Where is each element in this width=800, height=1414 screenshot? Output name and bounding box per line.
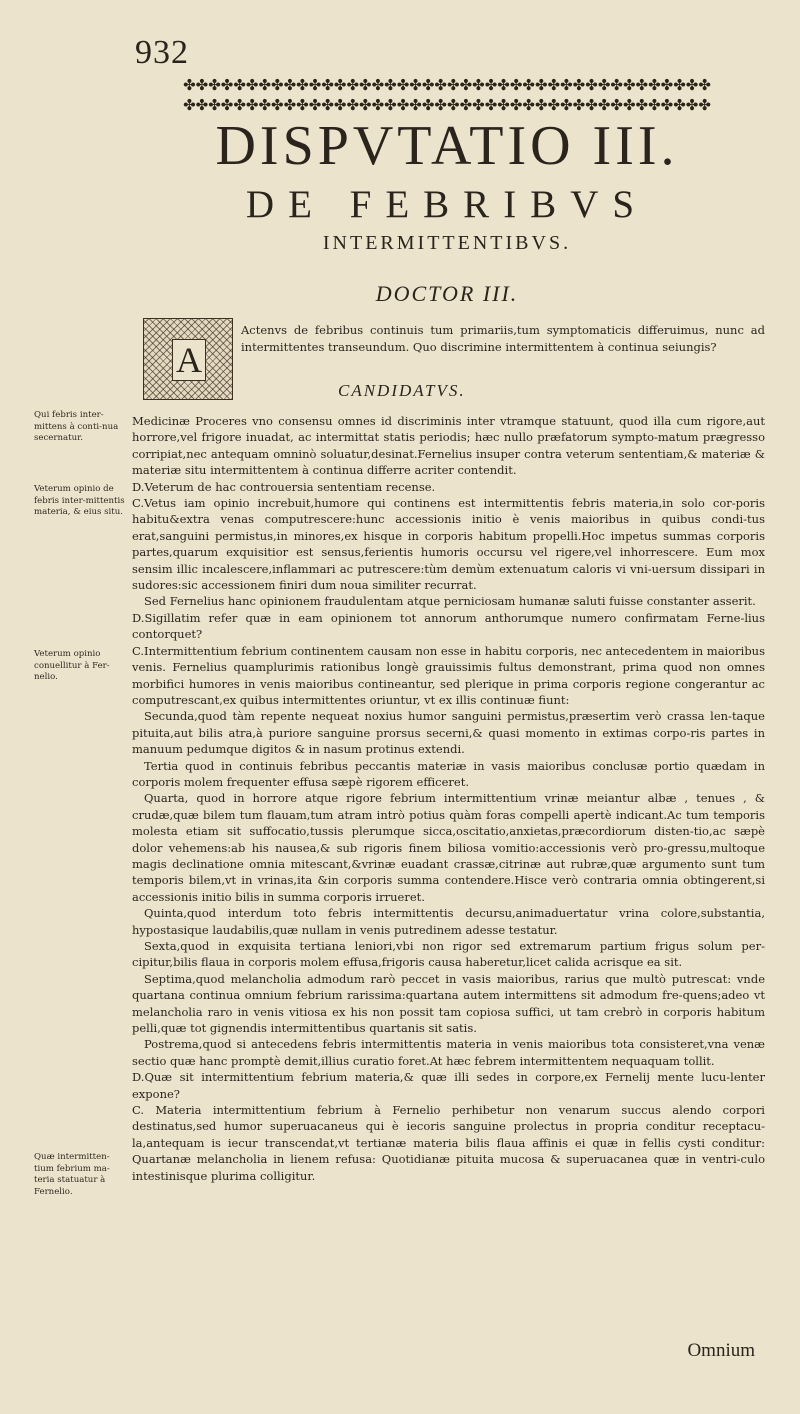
speaker-doctor: DOCTOR III. <box>375 281 519 306</box>
paragraph: Medicinæ Proceres vno consensu omnes id discriminis inter vtramque statuunt, quod illa cum rigore,aut horrore,vel frigore inuadat, ac intermittat statis periodis; hæc nullo præfatorum sympto-matum prægresso corripiat,nec antequam omninò soluatur,desinat.Fernelius insuper contra veterum sententiam,& materiæ & materiæ situ intermittentem à continua differre acriter contendit. <box>132 414 765 478</box>
margin-note: Qui febris inter-mittens à conti-nua secernatur. <box>34 410 119 443</box>
disputation-title: DISPVTATIO III. <box>215 115 679 177</box>
paragraph: Sexta,quod in exquisita tertiana leniori,vbi non rigor sed extremarum partium frigus solum per-cipitur,bilis flaua in corporis molem effusa,frigoris causa haberetur,licet calida acrisque ea sit. <box>132 939 765 970</box>
speaker-candidatus: CANDIDATVS. <box>338 381 466 400</box>
paragraph: D.Veterum de hac controuersia sententiam recense. <box>132 479 436 494</box>
paragraph: C.Intermittentium febrium continentem causam non esse in habitu corporis, nec antecedentem in maioribus venis. Fernelius quamplurimis rationibus longè grauissimis fultus demonstrant, prima quod non omnes morbifici humores in venis maioribus contineantur, sed plerique in prima corporis regione congerantur ac computrescant,ex quibus intermittentes oriuntur, vt ex illis continuæ fiunt: <box>132 643 765 707</box>
paragraph: Postrema,quod si antecedens febris intermittentis materia in venis maioribus tota consisteret,vna venæ sectio quæ hanc promptè demit,illius curatio foret.At hæc febrem intermittentem nequaquam tollit. <box>132 1037 765 1068</box>
ornament-band-top: ✤✤✤✤✤✤✤✤✤✤✤✤✤✤✤✤✤✤✤✤✤✤✤✤✤✤✤✤✤✤✤✤✤✤✤✤✤✤✤✤✤✤ <box>183 78 711 93</box>
initial-letter: A <box>172 339 206 381</box>
paragraph: C. Materia intermittentium febrium à Fernelio perhibetur non venarum succus alendo corpori destinatus,sed humor superuacaneus qui è iecoris sanguine prolectus in propria conditur receptacu-la,antequam is iecur transcendat,vt tertianæ materia bilis flaua affinis ei quæ in fellis cysti conditur: Quartanæ melancholia in lienem refusa: Quotidianæ pituita mucosa & superuacanea quæ in ventri-culo intestinisque plurima colligitur. <box>132 1103 765 1183</box>
paragraph: C.Vetus iam opinio increbuit,humore qui continens est intermittentis febris materia,in solo cor-poris habitu&extra venas computrescere:hunc accessionis initio è venis maioribus in quibus condi-tus erat,sanguini permistus,in minores,ex hisque in corporis habitum propelli.Hoc impetus summas corporis partes,quarum exquisitior est sensus,ferientis humoris occursu vel rigere,vel inhorrescere. Eum mox sensim illic incalescere,inflammari ac putrescere:tùm demùm extenuatum caloris vi vni-uersum dissipari in sudores:sic accessionem finiri dum noua similiter recurrat. <box>132 496 765 593</box>
catchword: Omnium <box>687 1340 755 1361</box>
paragraph: Quarta, quod in horrore atque rigore febrium intermittentium vrinæ meiantur albæ , tenues , & crudæ,quæ bilem tum flauam,tum atram intrò potius quàm foras compelli apertè indicant.Ac tum temporis molesta etiam sit suffocatio,tussis plerumque sicca,oscitatio,anxietas,præcordiorum disten-tio,ac sæpè dolor vehemens:ab his nausea,& sub rigoris finem biliosa vomitio:accessionis verò pro-gressu,multoque magis declinatione omnia mitescant,&vrinæ euadant crassæ,citrinæ aut rubræ,quæ argumento sunt tum temporis bilem,vt in vrinas,ita &in corporis summa contendere.Hisce verò contraria omnia obtingerent,si accessionis initio bilis in summa corporis irrueret. <box>132 791 765 904</box>
page-number: 932 <box>135 34 189 71</box>
intro-paragraph: Actenvs de febribus continuis tum primariis,tum symptomaticis differuimus, nunc ad intermittentes transeundum. Quo discrimine intermittentem à continua seiungis? <box>241 323 765 354</box>
body-text <box>132 413 765 1184</box>
paragraph: D.Sigillatim refer quæ in eam opinionem tot annorum anthorumque numero confirmatam Ferne-lius contorquet? <box>132 610 765 642</box>
paragraph: D.Quæ sit intermittentium febrium materia,& quæ illi sedes in corpore,ex Fernelij mente lucu-lenter expone? <box>132 1070 765 1101</box>
paragraph: Quinta,quod interdum toto febris intermittentis decursu,animaduertatur vrina colore,substantia, hypostasique laudabilis,quæ nullam in venis putredinem adesse testatur. <box>132 906 765 937</box>
paragraph: Tertia quod in continuis febribus peccantis materiæ in vasis maioribus conclusæ portio quædam in corporis molem frequenter effusa sæpè rigorem efficeret. <box>132 758 765 789</box>
paragraph: Secunda,quod tàm repente nequeat noxius humor sanguini permistus,præsertim verò crassa len-taque pituita,aut bilis atra,à puriore sanguine prorsus secerni,& quasi momento in extimas corpo-ris partes in manuum pedumque digitos & in nasum protinus extendi. <box>132 709 765 757</box>
disputation-subtitle-line2: INTERMITTENTIBVS. <box>322 232 572 254</box>
margin-note: Quæ intermitten-tium febrium ma-teria statuatur à Fernelio. <box>34 1152 110 1197</box>
paragraph: Sed Fernelius hanc opinionem fraudulentam atque perniciosam humanæ saluti fuisse constanter asserit. <box>144 594 756 609</box>
ornament-band-bottom: ✤✤✤✤✤✤✤✤✤✤✤✤✤✤✤✤✤✤✤✤✤✤✤✤✤✤✤✤✤✤✤✤✤✤✤✤✤✤✤✤✤✤ <box>183 98 711 113</box>
margin-note: Veterum opinio conuellitur à Fer-nelio. <box>34 649 110 682</box>
paragraph: Septima,quod melancholia admodum rarò peccet in vasis maioribus, rarius que multò putrescat: vnde quartana continua omnium febrium rarissima:quartana autem intermittens sit admodum fre-quens;adeo vt melancholia raro in venis vitiosa ex his non possit tam copiosa suffici, ut tam crebrò in corporis habitum pelli,quæ tot gignendis intermittentibus quartanis sit satis. <box>132 971 765 1036</box>
margin-note: Veterum opinio de febris inter-mittentis materia, & eius situ. <box>34 484 125 517</box>
decorated-initial <box>143 318 233 400</box>
disputation-subtitle: DE FEBRIBVS <box>245 183 649 226</box>
